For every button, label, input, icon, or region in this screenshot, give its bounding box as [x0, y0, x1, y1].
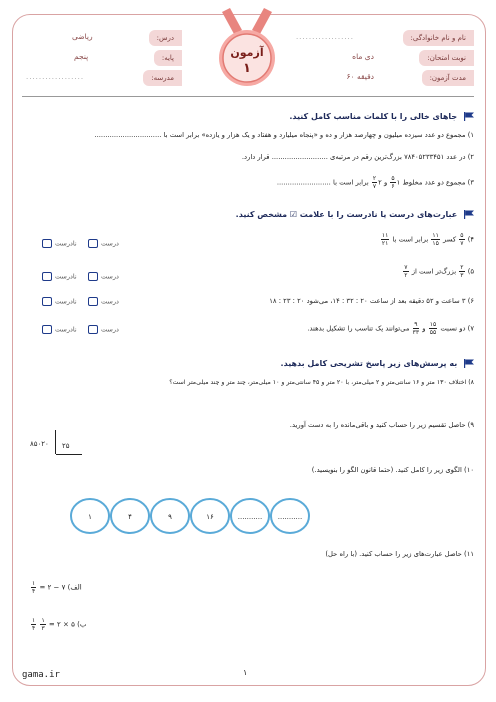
question-5: ۵) $\frac{۲}{۳}$ بزرگ‌تر است از $\frac{۷}{۲}$	[404, 264, 474, 279]
section-3-text: به پرسش‌های زیر پاسخ تشریحی کامل بدهید.	[280, 359, 458, 368]
question-1: ۱) مجموع دو عدد سیزده میلیون و چهارصد هزار و ده و «پنجاه میلیارد و هفتاد و یک هزار و یازده» برابر است با ...............................	[94, 131, 474, 139]
question-4: ۴) $\frac{۵}{۷}$ کسر $\frac{۱۱}{۱۵}$ برابر است با $\frac{۱۱}{۲۱}$	[381, 232, 474, 247]
option-correct-5[interactable]: درست	[88, 272, 119, 281]
section-2-title	[236, 210, 474, 219]
option-incorrect-5[interactable]: نادرست	[42, 272, 77, 281]
fraction: $\frac{۵}{۷}$	[460, 232, 464, 247]
option-incorrect-7[interactable]: نادرست	[42, 325, 77, 334]
option-incorrect-4[interactable]: نادرست	[42, 239, 77, 248]
time-label: مدت آزمون:	[422, 70, 474, 86]
school-dots: ..................	[26, 73, 85, 81]
question-10: ۱۰) الگوی زیر را کامل کنید. (حتما قانون الگو را بنویسید.)	[311, 466, 474, 474]
flag-icon	[464, 359, 474, 368]
checkbox[interactable]	[42, 325, 52, 334]
date-label: نوبت امتحان:	[419, 50, 474, 66]
subject-value: ریاضی	[72, 32, 93, 41]
pattern-chain	[70, 495, 310, 537]
fraction: $\frac{۱۱}{۲۱}$	[381, 232, 389, 247]
checkbox[interactable]	[42, 297, 52, 306]
name-label: نام و نام خانوادگی:	[403, 30, 475, 46]
pattern-item-label: ۹	[168, 513, 172, 521]
fraction: $\frac{۱}{۳}$	[41, 617, 45, 632]
question-6: ۶) ۳ ساعت و ۵۲ دقیقه بعد از ساعت ۲۰ : ۳۲ : ۱۴، می‌شود ۲۰ : ۲۳ : ۱۸	[269, 297, 474, 305]
checkbox[interactable]	[88, 272, 98, 281]
question-11: ۱۱) حاصل عبارت‌های زیر را حساب کنید. (با راه حل)	[325, 550, 474, 558]
grade-value: پنجم	[74, 52, 89, 61]
exam-medal-icon	[212, 8, 282, 88]
checkbox[interactable]	[42, 239, 52, 248]
question-7: ۷) دو نسبت $\frac{۱۵}{۵۵}$ و $\frac{۹}{۳۳}$ می‌توانند یک تناسب را تشکیل بدهند.	[307, 321, 474, 336]
section-1-title	[289, 112, 474, 121]
date-value: دی ماه	[352, 52, 374, 61]
medal-title: آزمون	[230, 46, 264, 59]
section-3-title	[281, 359, 474, 368]
footer-site: gama.ir	[22, 670, 60, 680]
time-value: ۶۰ دقیقه	[346, 72, 374, 81]
pattern-item-label: ۴	[128, 513, 132, 521]
subject-label: درس:	[149, 30, 182, 46]
fraction: $\frac{۱۱}{۱۵}$	[432, 232, 439, 247]
pattern-item-label: ۱	[88, 513, 92, 521]
checkbox[interactable]	[88, 325, 98, 334]
pattern-item-label: ۱۶	[206, 513, 214, 521]
fraction: $\frac{۵}{۶}$	[391, 175, 395, 190]
medal-number: ۱	[243, 61, 251, 76]
fraction: $\frac{۱}{۴}$	[32, 617, 36, 632]
fraction: $\frac{۲}{۷}$	[372, 175, 377, 190]
header-divider	[22, 96, 474, 97]
pattern-item-label: ...........	[237, 513, 263, 521]
section-2-text: عبارت‌های درست یا نادرست را با علامت ☑ مشخص کنید.	[235, 210, 458, 219]
flag-icon	[464, 210, 474, 219]
grade-label: پایه:	[154, 50, 182, 66]
division-bar	[55, 430, 56, 454]
option-correct-4[interactable]: درست	[88, 239, 119, 248]
option-correct-6[interactable]: درست	[88, 297, 119, 306]
question-11-b: ب) ۵ × ۲ = $\frac{۱}{۳}$ $\frac{۱}{۴}$	[32, 617, 87, 632]
fraction: $\frac{۲}{۳}$	[460, 264, 464, 279]
option-correct-7[interactable]: درست	[88, 325, 119, 334]
checkbox[interactable]	[88, 239, 98, 248]
fraction: $\frac{۹}{۳۳}$	[412, 321, 420, 336]
division-dividend: ۸۵۰۲۰	[30, 440, 49, 448]
school-label: مدرسه:	[143, 70, 182, 86]
name-dots: ..................	[295, 33, 354, 41]
section-1-text: جاهای خالی را با کلمات مناسب کامل کنید.	[289, 112, 458, 121]
pattern-item-label: ...........	[277, 513, 303, 521]
fraction: $\frac{۱۵}{۵۵}$	[429, 321, 437, 336]
checkbox[interactable]	[88, 297, 98, 306]
question-3: ۳) مجموع دو عدد مخلوط ۱ $\frac{۵}{۶}$ و ۲ $\frac{۲}{۷}$ برابر است با .........................	[276, 175, 474, 190]
fraction: $\frac{۷}{۲}$	[404, 264, 408, 279]
checkbox[interactable]	[42, 272, 52, 281]
question-8: ۸) اختلاف ۱۳۰ متر و ۱۶ سانتی‌متر و ۲ میلی‌متر، با ۲۰ متر و ۴۵ سانتی‌متر و ۱۰ میلی‌متر، چند متر و چند میلی‌متر است؟	[169, 379, 474, 386]
division-divisor: ۲۵	[62, 442, 70, 450]
division-underline	[56, 454, 82, 455]
question-11-a: الف) ۷ − ۲ = $\frac{۱}{۴}$	[32, 580, 82, 595]
page-number: ۱	[243, 668, 248, 677]
question-2: ۲) در عدد ۷۸۴۰۵۲۳۳۴۵۱ بزرگ‌ترین رقم در مرتبه‌ی .......................... قرار دارد.	[241, 153, 474, 161]
question-9: ۹) حاصل تقسیم زیر را حساب کنید و باقی‌مانده را به دست آورید.	[289, 421, 474, 429]
option-incorrect-6[interactable]: نادرست	[42, 297, 77, 306]
flag-icon	[464, 112, 474, 121]
fraction: $\frac{۱}{۴}$	[32, 580, 36, 595]
